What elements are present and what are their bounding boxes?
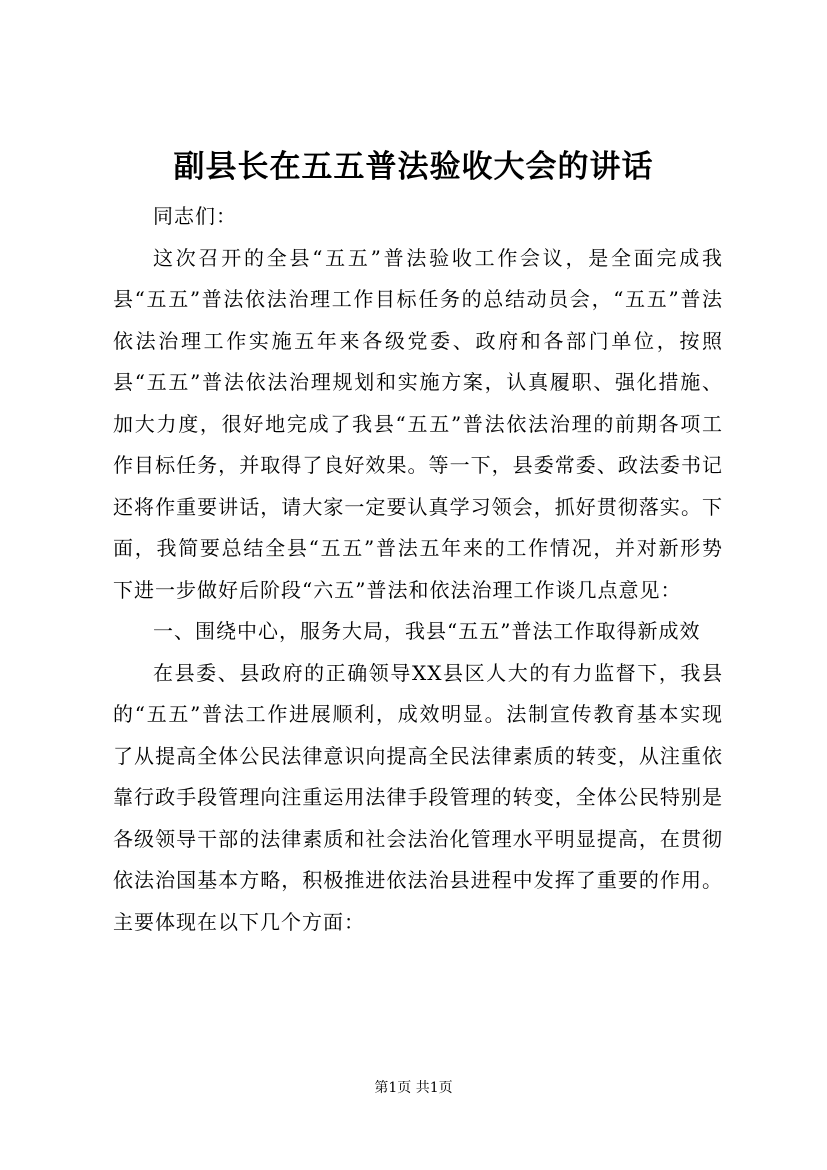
document-body: [113, 196, 723, 943]
section-1-paragraph: 在县委、县政府的正确领导XX县区人大的有力监督下，我县的“五五”普法工作进展顺利，成效明显。法制宣传教育基本实现了从提高全体公民法律意识向提高全民法律素质的转变，从注重依靠行政手段管理向注重运用法律手段管理的转变，全体公民特别是各级领导干部的法律素质和社会法治化管理水平明显提高，在贯彻依法治国基本方略，积极推进依法治县进程中发挥了重要的作用。主要体现在以下几个方面：: [113, 660, 723, 934]
page-footer: 第1页 共1页: [374, 1080, 453, 1096]
section-heading-1: 一、围绕中心，服务大局，我县“五五”普法工作取得新成效: [153, 619, 701, 643]
intro-paragraph: 这次召开的全县“五五”普法验收工作会议，是全面完成我县“五五”普法依法治理工作目标任务的总结动员会，“五五”普法依法治理工作实施五年来各级党委、政府和各部门单位，按照县“五五”普法依法治理规划和实施方案，认真履职、强化措施、加大力度，很好地完成了我县“五五”普法依法治理的前期各项工作目标任务，并取得了良好效果。等一下，县委常委、政法委书记还将作重要讲话，请大家一定要认真学习领会，抓好贯彻落实。下面，我简要总结全县“五五”普法五年来的工作情况，并对新形势下进一步做好后阶段“六五”普法和依法治理工作谈几点意见：: [113, 245, 723, 602]
salutation-paragraph: 同志们：: [153, 204, 237, 228]
page-title: 副县长在五五普法验收大会的讲话: [173, 149, 654, 185]
